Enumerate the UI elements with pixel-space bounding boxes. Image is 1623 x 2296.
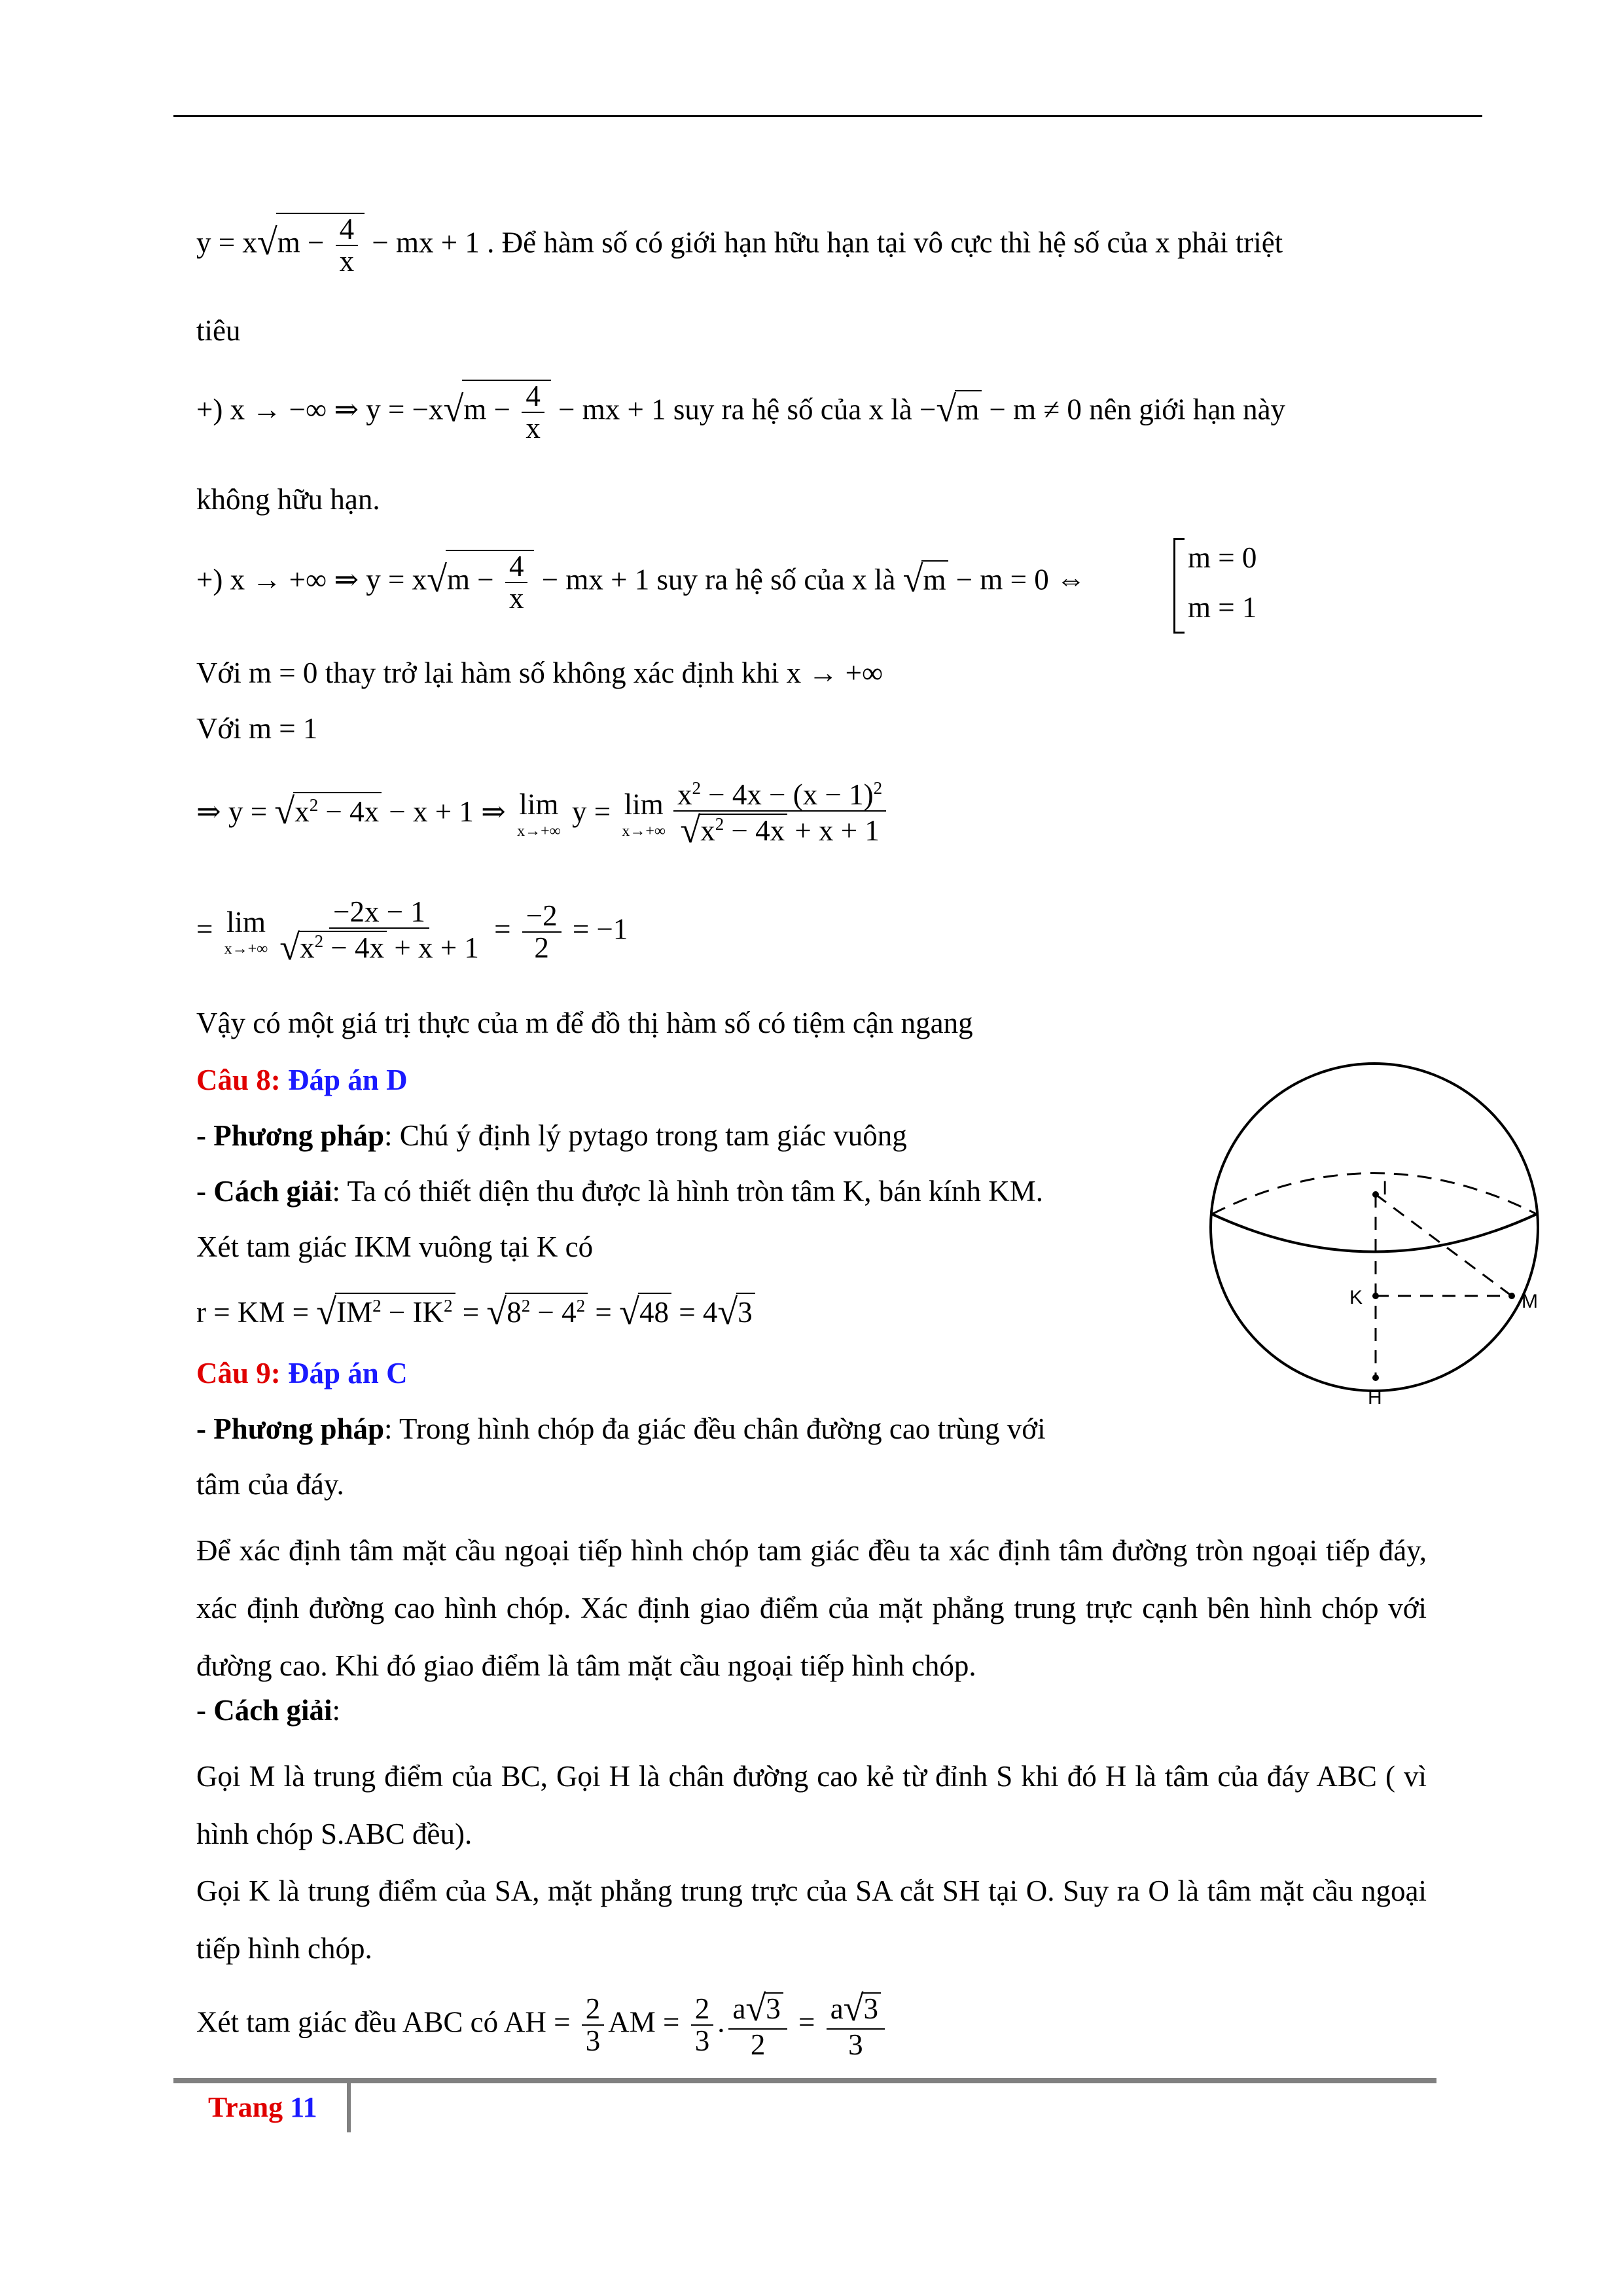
text-line-4: không hữu hạn. (196, 483, 380, 516)
case-m0: m = 0 (1188, 541, 1257, 574)
q8-solve (196, 1173, 1043, 1210)
q9-solve (196, 1692, 340, 1729)
footer-page (208, 2089, 317, 2125)
q9-para3: Gọi K là trung điểm của SA, mặt phẳng trung trực của SA cắt SH tại O. Suy ra O là tâm mặt cầu ngoại tiếp hình chóp. (196, 1874, 1427, 1965)
sphere-outline (1211, 1064, 1538, 1391)
text-line-10: Vậy có một giá trị thực của m để đồ thị hàm số có tiệm cận ngang (196, 1007, 973, 1039)
text-line-2: tiêu (196, 314, 241, 347)
case-m1: m = 1 (1188, 591, 1257, 624)
math-line-3: +) x → −∞ ⇒ y = −x√m − $\frac{4}{x}$ − mx + 1 suy ra hệ số của x là −√m − m ≠ 0 nên giới hạn này (196, 380, 1286, 445)
sphere-figure (1204, 1047, 1558, 1414)
l3-prefix: +) (196, 393, 230, 426)
q9-method (196, 1410, 1046, 1447)
point-m (1508, 1293, 1515, 1299)
q9-method-label: - Phương pháp (196, 1412, 385, 1445)
q8-solve-label: - Cách giải (196, 1175, 332, 1208)
q8-method-text: : Chú ý định lý pytago trong tam giác vuông (384, 1119, 907, 1152)
q8-method (196, 1117, 907, 1154)
q8-title: Câu 8: (196, 1064, 289, 1096)
q9-para2: Gọi M là trung điểm của BC, Gọi H là chân đường cao kẻ từ đỉnh S khi đó H là tâm của đáy ABC ( vì hình chóp S.ABC đều). (196, 1760, 1427, 1850)
l7-a: Với (196, 712, 249, 745)
q9-line2: tâm của đáy. (196, 1468, 344, 1501)
q9-para1: Để xác định tâm mặt cầu ngoại tiếp hình chóp tam giác đều ta xác định tâm đường tròn ngoại tiếp đáy, xác định đường cao hình chóp. Xác định giao điểm của mặt phẳng trung trực cạnh bên hình chóp với đường cao. Khi đó giao điểm là tâm mặt cầu ngoại tiếp hình chóp. (196, 1534, 1427, 1682)
footer-page-number: 11 (290, 2091, 317, 2123)
q8-heading (196, 1062, 408, 1098)
l6-b: thay trở lại hàm số không xác định khi (325, 656, 787, 689)
footer-rule (173, 2078, 1436, 2083)
line1-text: . Để hàm số có giới hạn hữu hạn tại vô cực thì hệ số của x phải triệt (487, 226, 1283, 259)
q9-solve-colon: : (332, 1694, 341, 1727)
q9-title: Câu 9: (196, 1357, 289, 1390)
label-k: K (1349, 1287, 1363, 1308)
q9-last-prefix: Xét tam giác đều ABC có (196, 2005, 504, 2039)
math-line-9: = lim x→+∞ $\frac{-2x - 1}{√x^2 - 4x + x + 1}$ = $\frac{-2}{2}$ = −1 (196, 895, 628, 969)
math-line-8: ⇒ $y = √x^2 - 4x - x + 1$ ⇒ lim x→+∞ y = lim x→+∞ $\frac{x^2 - 4x - (x - 1)^2}{√x^2 - 4x + x + 1}$ (196, 779, 890, 850)
math-line-7: Với m = 1 (196, 712, 318, 745)
l3-mid: suy ra hệ số của x là (666, 393, 919, 426)
footer-divider (347, 2083, 351, 2132)
q8-formula: r = KM = $√IM^2 - IK^2 = √8^2 - 4^2 = √48 = 4√3$ (196, 1289, 755, 1335)
q8-method-label: - Phương pháp (196, 1119, 385, 1152)
point-i (1372, 1191, 1379, 1198)
l5-mid: suy ra hệ số của x là (649, 563, 903, 596)
q9-solve-label: - Cách giải (196, 1694, 332, 1727)
case-bracket (1173, 538, 1185, 634)
label-i: I (1382, 1177, 1388, 1199)
math-line-5: +) x → +∞ ⇒ y = x√m − $\frac{4}{x}$ − mx + 1 suy ra hệ số của x là √m − m = 0 ⇔ (196, 550, 1086, 615)
point-k (1372, 1293, 1379, 1299)
math-line-6: Với m = 0 thay trở lại hàm số không xác định khi x → +∞ (196, 656, 883, 689)
label-h: H (1368, 1387, 1382, 1408)
q8-answer: Đáp án D (288, 1064, 408, 1096)
q9-answer: Đáp án C (288, 1357, 408, 1390)
footer-word: Trang (208, 2091, 283, 2123)
l3-tail: nên giới hạn này (1081, 393, 1286, 426)
header-rule (173, 115, 1482, 117)
q9-last-line: Xét tam giác đều ABC có AH = $\frac{2}{3}$ AM = $\frac{2}{3}$ . $\frac{a√3}{2}$ = $\frac{a√3}{3}$ (196, 1990, 889, 2060)
point-h (1372, 1374, 1379, 1381)
label-m: M (1522, 1291, 1538, 1312)
q9-heading (196, 1355, 408, 1391)
math-line-1: y = x√m − $\frac{4}{x}$ − mx + 1 . Để hàm số có giới hạn hữu hạn tại vô cực thì hệ số của x phải triệt (196, 213, 1283, 278)
l5-prefix: +) (196, 563, 230, 596)
l6-a: Với (196, 656, 249, 689)
section-front-arc (1212, 1214, 1537, 1252)
q8-line3: Xét tam giác IKM vuông tại K có (196, 1230, 594, 1263)
q8-solve-text: : Ta có thiết diện thu được là hình tròn tâm K, bán kính KM. (332, 1175, 1044, 1208)
q9-method-text: : Trong hình chóp đa giác đều chân đường cao trùng với (384, 1412, 1046, 1445)
